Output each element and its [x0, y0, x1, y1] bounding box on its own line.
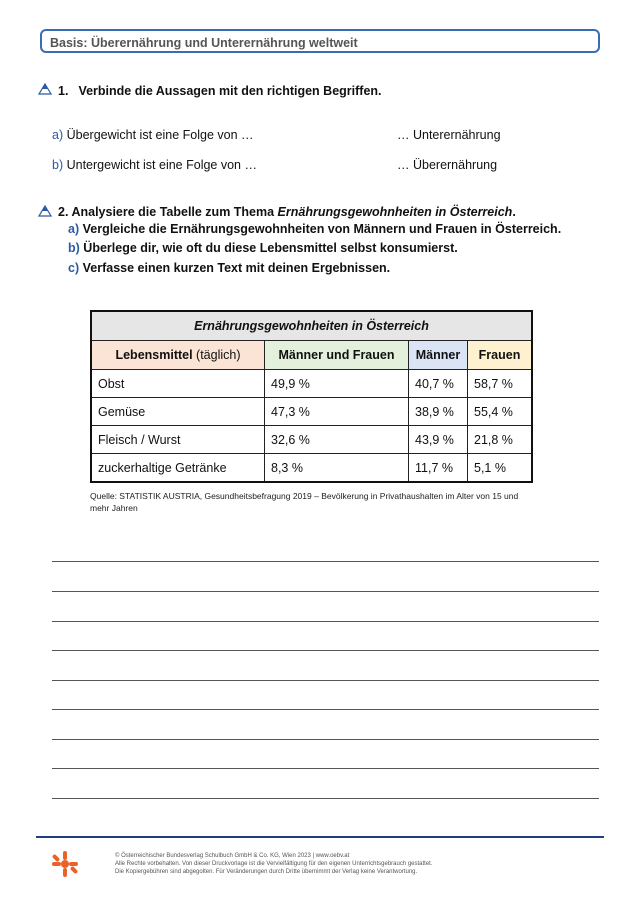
- writing-line[interactable]: [52, 680, 599, 681]
- writing-line[interactable]: [52, 650, 599, 651]
- cell-all: 32,6 %: [265, 426, 409, 454]
- writing-line[interactable]: [52, 798, 599, 799]
- subtask-letter-b: b): [68, 241, 80, 255]
- header-women: Frauen: [468, 341, 533, 370]
- task-2-subtask-a: [68, 222, 561, 236]
- cell-all: 8,3 %: [265, 454, 409, 483]
- table-row: [91, 426, 532, 454]
- task-1-letter-a: a): [52, 128, 64, 142]
- footer-divider: [36, 836, 604, 838]
- cell-food: zuckerhaltige Getränke: [91, 454, 265, 483]
- worksheet-title: Basis: Überernährung und Unterernährung weltweit: [40, 29, 600, 53]
- task-1-statement-a: [52, 128, 254, 142]
- cell-women: 21,8 %: [468, 426, 533, 454]
- task-1-term-a: … Unterernährung: [397, 128, 501, 142]
- header-food-note: (täglich): [192, 348, 241, 362]
- difficulty-level-icon: [38, 83, 52, 95]
- task-1-number: 1.: [58, 84, 69, 98]
- task-2-heading: [58, 205, 516, 219]
- nutrition-table: [90, 310, 533, 483]
- cell-men: 40,7 %: [409, 370, 468, 398]
- table-row: [91, 370, 532, 398]
- cell-food: Obst: [91, 370, 265, 398]
- task-2-subtask-b: [68, 241, 458, 255]
- footer-copyright: [115, 852, 585, 876]
- task-2-end: .: [512, 205, 516, 219]
- subtask-letter-a: a): [68, 222, 80, 236]
- writing-line[interactable]: [52, 561, 599, 562]
- table-row: [91, 454, 532, 483]
- header-food: [91, 341, 265, 370]
- header-men: Männer: [409, 341, 468, 370]
- cell-men: 43,9 %: [409, 426, 468, 454]
- table-caption: Ernährungsgewohnheiten in Österreich: [91, 311, 532, 341]
- task-1-text: Verbinde die Aussagen mit den richtigen Begriffen.: [78, 84, 382, 98]
- subtask-c-text: Verfasse einen kurzen Text mit deinen Ergebnissen.: [82, 261, 391, 275]
- cell-food: Fleisch / Wurst: [91, 426, 265, 454]
- task-1-heading: [58, 84, 382, 98]
- writing-line[interactable]: [52, 739, 599, 740]
- footer-line-3: Die Kopiergebühren sind abgegolten. Für Veränderungen durch Dritte übernimmt der Verlag keine Verantwortung.: [115, 869, 418, 875]
- task-1-term-b: … Überernährung: [397, 158, 498, 172]
- footer-line-2: Alle Rechte vorbehalten. Von dieser Druckvorlage ist die Vervielfältigung für den eigenen Unterrichtsgebrauch gestattet.: [115, 861, 433, 867]
- subtask-a-text: Vergleiche die Ernährungsgewohnheiten von Männern und Frauen in Österreich.: [82, 222, 562, 236]
- writing-line[interactable]: [52, 591, 599, 592]
- subtask-b-text: Überlege dir, wie oft du diese Lebensmittel selbst konsumierst.: [83, 241, 458, 255]
- header-food-bold: Lebensmittel: [115, 348, 193, 362]
- footer-line-1: © Österreichischer Bundesverlag Schulbuch GmbH & Co. KG, Wien 2023 | www.oebv.at: [115, 853, 350, 859]
- task-1-statement-b: [52, 158, 257, 172]
- publisher-logo-icon: [51, 850, 79, 878]
- task-1-letter-b: b): [52, 158, 64, 172]
- table-row: [91, 398, 532, 426]
- header-all: Männer und Frauen: [265, 341, 409, 370]
- task-2-subtask-c: [68, 261, 390, 275]
- task-2-text: Analysiere die Tabelle zum Thema: [71, 205, 278, 219]
- writing-line[interactable]: [52, 709, 599, 710]
- cell-food: Gemüse: [91, 398, 265, 426]
- cell-all: 49,9 %: [265, 370, 409, 398]
- cell-men: 38,9 %: [409, 398, 468, 426]
- cell-women: 5,1 %: [468, 454, 533, 483]
- cell-women: 58,7 %: [468, 370, 533, 398]
- cell-men: 11,7 %: [409, 454, 468, 483]
- cell-women: 55,4 %: [468, 398, 533, 426]
- task-1-statement-a-text: Übergewicht ist eine Folge von …: [66, 128, 254, 142]
- subtask-letter-c: c): [68, 261, 80, 275]
- task-2-number: 2.: [58, 205, 69, 219]
- writing-line[interactable]: [52, 621, 599, 622]
- cell-all: 47,3 %: [265, 398, 409, 426]
- task-2-topic: Ernährungsgewohnheiten in Österreich: [277, 205, 513, 219]
- table-source: Quelle: STATISTIK AUSTRIA, Gesundheitsbefragung 2019 – Bevölkerung in Privathaushalten im Alter von 15 und mehr Jahren: [90, 491, 519, 513]
- writing-line[interactable]: [52, 768, 599, 769]
- task-1-statement-b-text: Untergewicht ist eine Folge von …: [66, 158, 257, 172]
- difficulty-level-icon: [38, 205, 52, 217]
